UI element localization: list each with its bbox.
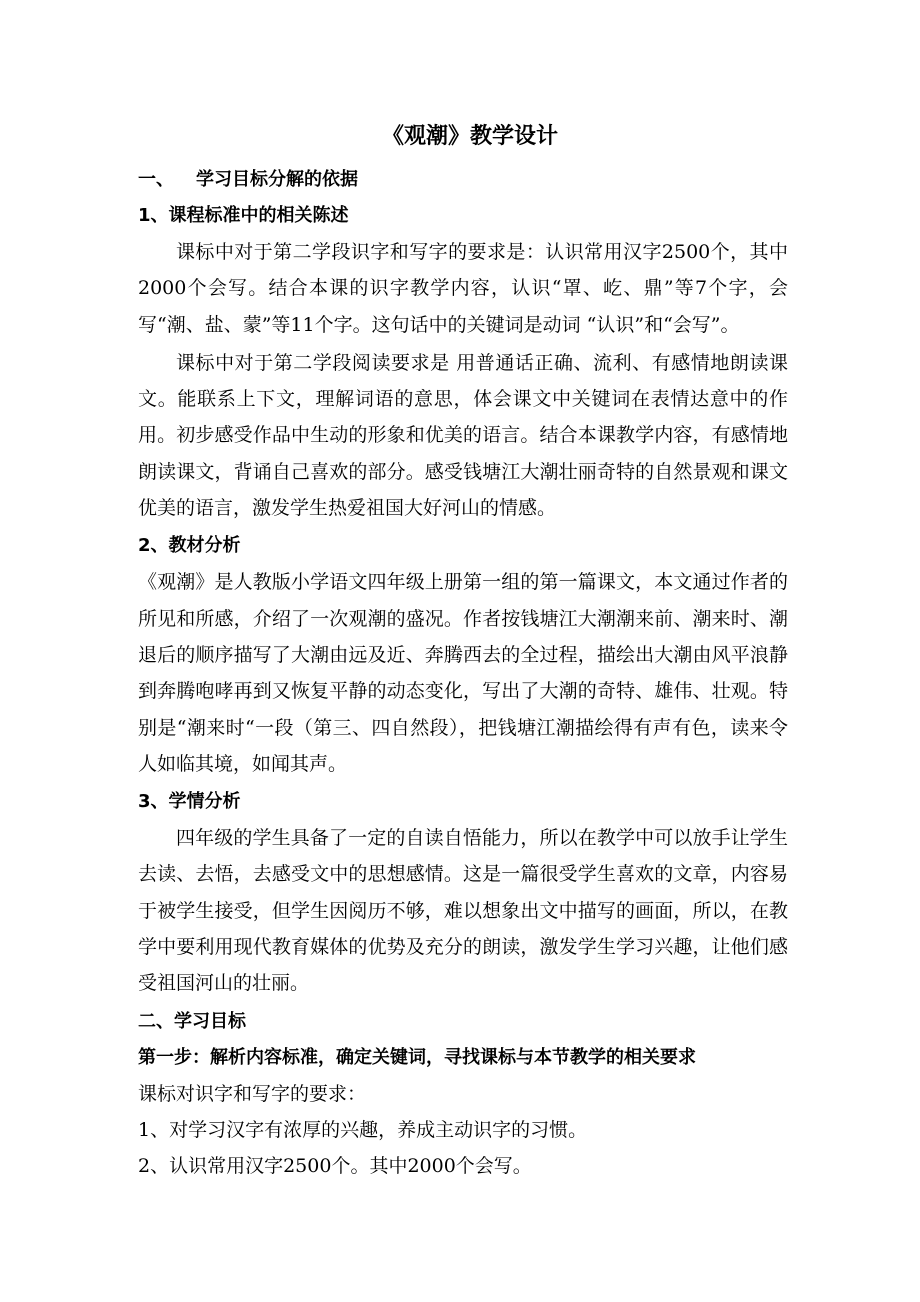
requirement-item-1: 1、对学习汉字有浓厚的兴趣，养成主动识字的习惯。 [138, 1118, 588, 1141]
paragraph-textbook-analysis: 《观潮》是人教版小学语文四年级上册第一组的第一篇课文，本文通过作者的所见和所感，介绍了一次观潮的盛况。作者按钱塘江大潮潮来前、潮来时、潮退后的顺序描写了大潮由远及近、奔腾西去的全过程，描绘出大潮由风平浪静到奔腾咆哮再到又恢复平静的动态变化，写出了大潮的奇特、雄伟、壮观。特别是“潮来时“一段（第三、四自然段），把钱塘江潮描绘得有声有色，读来令人如临其境，如闻其声。 [138, 571, 788, 775]
section-heading-1 [138, 162, 788, 198]
paragraph-student-analysis: 四年级的学生具备了一定的自读自悟能力，所以在教学中可以放手让学生去读、去悟，去感受文中的思想感情。这是一篇很受学生喜欢的文章，内容易于被学生接受，但学生因阅历不够，难以想象出文中描写的画面，所以，在教学中要利用现代教育媒体的优势及充分的朗读，激发学生学习兴趣，让他们感受祖国河山的壮丽。 [138, 827, 788, 995]
document-title: 《观潮》教学设计 [381, 124, 558, 149]
section-heading-2: 二、学习目标 [138, 1010, 246, 1032]
paragraph-literacy-requirement: 课标中对于第二学段识字和写字的要求是：认识常用汉字2500个，其中2000个会写。结合本课的识字教学内容，认识“罩、屹、鼎”等7个字，会写“潮、盐、蒙”等11个字。这句话中的关键词是动词 “认识”和“会写”。 [138, 241, 788, 336]
requirement-intro: 课标对识字和写字的要求： [138, 1082, 367, 1105]
step-heading: 第一步：解析内容标准，确定关键词，寻找课标与本节教学的相关要求 [138, 1046, 696, 1068]
section-number: 一、 [138, 169, 174, 190]
document-body [138, 162, 788, 1184]
paragraph-reading-requirement: 课标中对于第二学段阅读要求是 用普通话正确、流利、有感情地朗读课文。能联系上下文，理解词语的意思，体会课文中关键词在表情达意中的作用。初步感受作品中生动的形象和优美的语言。结合本课教学内容，有感情地朗读课文，背诵自己喜欢的部分。感受钱塘江大潮壮丽奇特的自然景观和课文优美的语言，激发学生热爱祖国大好河山的情感。 [138, 351, 788, 520]
requirement-item-2: 2、认识常用汉字2500个。其中2000个会写。 [138, 1154, 532, 1177]
subsection-heading-student-analysis: 3、学情分析 [138, 791, 241, 813]
subsection-heading-curriculum: 1、课程标准中的相关陈述 [138, 205, 349, 226]
section-title: 学习目标分解的依据 [196, 169, 358, 190]
subsection-heading-textbook-analysis: 2、教材分析 [138, 535, 241, 557]
